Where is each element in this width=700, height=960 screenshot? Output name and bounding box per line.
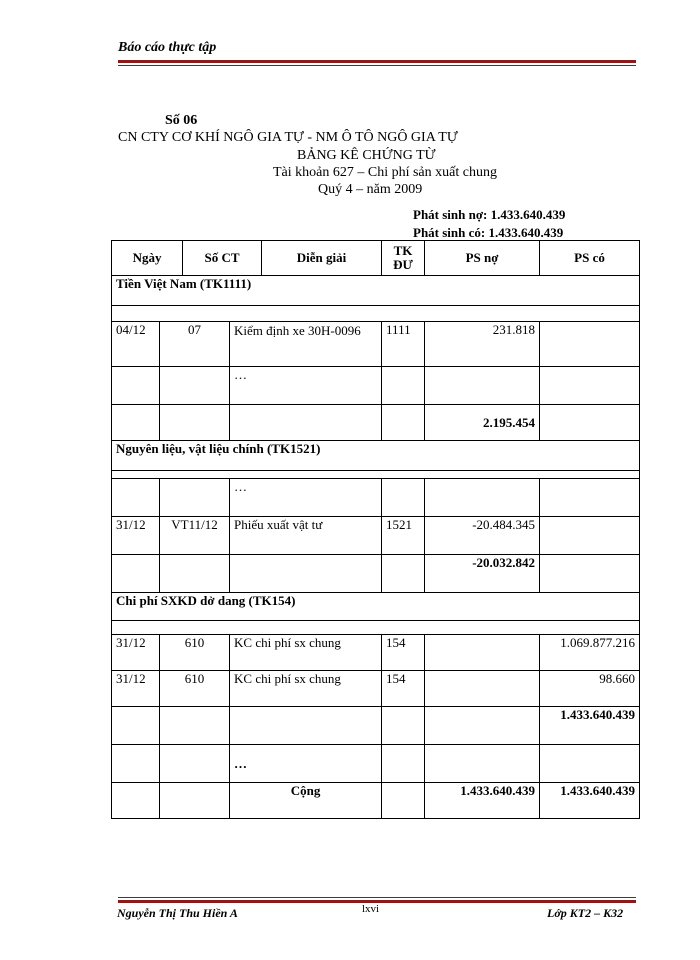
cell-ps-no: -20.484.345: [425, 517, 540, 555]
cell-ngay: [112, 745, 160, 783]
cell-ps-co: 98.660: [540, 671, 640, 707]
cell-ngay: 31/12: [112, 517, 160, 555]
cell-tk: [382, 367, 425, 405]
cell-ps-co: [540, 322, 640, 367]
cell-so-ct: [160, 707, 230, 745]
cell-ngay: [112, 367, 160, 405]
cell-ps-co: [540, 405, 640, 441]
cell-tk: [382, 479, 425, 517]
section-title: Chi phí SXKD dở dang (TK154): [112, 593, 640, 621]
subtotal-row: [112, 555, 640, 593]
col-header-so-ct: Số CT: [183, 241, 262, 276]
cell-tk: [382, 745, 425, 783]
cell-ps-no: 231.818: [425, 322, 540, 367]
cell-so-ct: [160, 367, 230, 405]
subtotal-row: [112, 405, 640, 441]
section-row: [112, 593, 640, 621]
section-row: [112, 276, 640, 306]
cell-tk: [382, 783, 425, 819]
table-header-row: [112, 241, 640, 276]
cell-so-ct: 610: [160, 671, 230, 707]
cell-ps-co: 1.433.640.439: [540, 707, 640, 745]
cell-dien-giai: KC chi phí sx chung: [230, 635, 382, 671]
section-row: [112, 441, 640, 471]
period-line: Quý 4 – năm 2009: [318, 182, 423, 197]
table-row: [112, 671, 640, 707]
cell-dien-giai: …: [230, 745, 382, 783]
cell-so-ct: 07: [160, 322, 230, 367]
cell-dien-giai: [230, 707, 382, 745]
col-header-ps-no: PS nợ: [425, 241, 540, 276]
cell-ps-no: [425, 635, 540, 671]
spacer-cell: [112, 306, 640, 322]
cell-ps-co: [540, 555, 640, 593]
total-ps-no: 1.433.640.439: [425, 783, 540, 819]
company-name: CN CTY CƠ KHÍ NGÔ GIA TỰ - NM Ô TÔ NGÔ GIA TỰ: [118, 130, 458, 145]
table-row: [112, 367, 640, 405]
spacer-row: [112, 471, 640, 479]
cell-tk: 154: [382, 635, 425, 671]
cell-dien-giai: …: [230, 479, 382, 517]
cell-ngay: [112, 783, 160, 819]
cell-ps-no: [425, 671, 540, 707]
voucher-table: [111, 240, 640, 819]
cell-tk: [382, 405, 425, 441]
cell-ngay: [112, 405, 160, 441]
spacer-row: [112, 306, 640, 322]
cell-ngay: [112, 555, 160, 593]
table-row: [112, 479, 640, 517]
cell-dien-giai: KC chi phí sx chung: [230, 671, 382, 707]
account-line: Tài khoản 627 – Chi phí sản xuất chung: [273, 165, 497, 180]
footer-rule-thin: [118, 897, 636, 898]
footer-author: Nguyễn Thị Thu Hiền A: [117, 906, 238, 920]
header-rule-thin: [118, 65, 636, 66]
cell-so-ct: [160, 783, 230, 819]
total-row: [112, 783, 640, 819]
col-header-du: ĐƯ: [393, 257, 413, 272]
cell-ps-co: [540, 367, 640, 405]
table-row: [112, 322, 640, 367]
col-header-tk-du: [382, 241, 425, 276]
cell-tk: 154: [382, 671, 425, 707]
doc-number: Số 06: [165, 113, 198, 128]
cell-so-ct: [160, 405, 230, 441]
section-title: Nguyên liệu, vật liệu chính (TK1521): [112, 441, 640, 471]
footer-class: Lớp KT2 – K32: [547, 906, 624, 920]
report-header-title: Báo cáo thực tập: [118, 40, 217, 55]
doc-title: BẢNG KÊ CHỨNG TỪ: [297, 148, 436, 163]
cell-tk: 1111: [382, 322, 425, 367]
spacer-row: [112, 621, 640, 635]
cell-so-ct: [160, 555, 230, 593]
cell-dien-giai: [230, 405, 382, 441]
section-title: Tiền Việt Nam (TK1111): [112, 276, 640, 306]
cell-dien-giai: Kiểm định xe 30H-0096: [230, 322, 382, 367]
cell-so-ct: VT11/12: [160, 517, 230, 555]
cell-ps-co: [540, 745, 640, 783]
col-header-ps-co: PS có: [540, 241, 640, 276]
cell-so-ct: [160, 479, 230, 517]
cell-tk: 1521: [382, 517, 425, 555]
spacer-cell: [112, 621, 640, 635]
cell-ps-no: [425, 707, 540, 745]
total-label: Cộng: [230, 783, 382, 819]
col-header-ngay: Ngày: [112, 241, 183, 276]
table-row: [112, 635, 640, 671]
header-rule: [118, 60, 636, 63]
cell-dien-giai: …: [230, 367, 382, 405]
cell-ps-no: 2.195.454: [425, 405, 540, 441]
cell-ngay: [112, 707, 160, 745]
subtotal-row: [112, 707, 640, 745]
page-number: lxvi: [362, 903, 380, 915]
col-header-dien-giai: Diễn giải: [262, 241, 382, 276]
cell-ps-co: [540, 517, 640, 555]
cell-ps-no: [425, 745, 540, 783]
cell-ngay: 31/12: [112, 671, 160, 707]
total-ps-co: 1.433.640.439: [540, 783, 640, 819]
cell-tk: [382, 555, 425, 593]
cell-ps-no: [425, 367, 540, 405]
debit-total: Phát sinh nợ: 1.433.640.439: [413, 207, 566, 222]
cell-ps-no: -20.032.842: [425, 555, 540, 593]
credit-total: Phát sinh có: 1.433.640.439: [413, 225, 564, 240]
cell-ps-co: [540, 479, 640, 517]
cell-ps-co: 1.069.877.216: [540, 635, 640, 671]
spacer-cell: [112, 471, 640, 479]
cell-tk: [382, 707, 425, 745]
cell-so-ct: [160, 745, 230, 783]
cell-ngay: [112, 479, 160, 517]
cell-ps-no: [425, 479, 540, 517]
cell-dien-giai: Phiếu xuất vật tư: [230, 517, 382, 555]
cell-ngay: 04/12: [112, 322, 160, 367]
table-row: [112, 517, 640, 555]
table-row: [112, 745, 640, 783]
cell-dien-giai: [230, 555, 382, 593]
cell-ngay: 31/12: [112, 635, 160, 671]
cell-so-ct: 610: [160, 635, 230, 671]
col-header-tk: TK: [393, 243, 413, 258]
